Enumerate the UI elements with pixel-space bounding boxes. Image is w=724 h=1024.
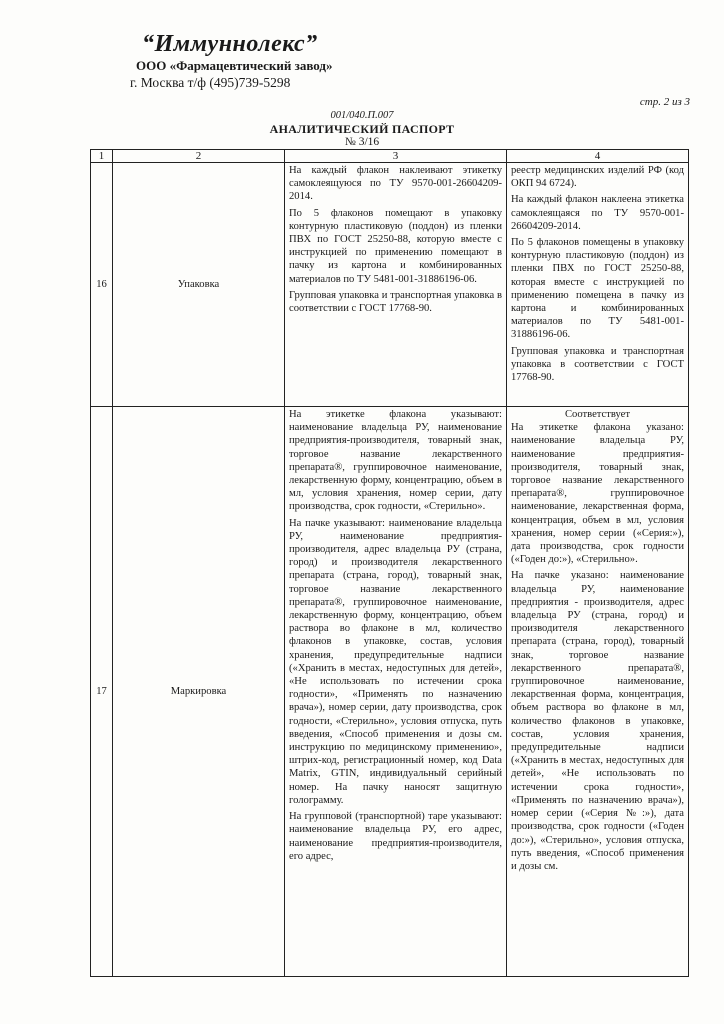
requirement-paragraph: По 5 флаконов помещают в упаковку контурную пластиковую (поддон) из пленки ПВХ по ГОСТ 25250-88, которую вместе с инструкцией по применению помещают в пачку из картона и комбинированных материалов по ТУ 5481-001-31886196-06. xyxy=(289,207,502,285)
requirement-paragraph: На каждый флакон наклеивают этикетку самоклеящуюся по ТУ 9570-001-26604209-2014. xyxy=(289,165,502,203)
company-name: ООО «Фармацевтический завод» xyxy=(136,58,333,73)
result-status: Соответствует xyxy=(564,409,630,420)
requirement-paragraph: На пачке указывают: наименование владельца РУ, наименование предприятия-производителя, адрес владельца РУ (страна, город) и производителя лекарственного препарата (страна, город), товарный знак, торговое название лекарственного препарата®, группировочное наименование, лекарственную форму, концентрацию, объем раствора во флаконе в мл, количество флаконов в упаковке, состав, условия хранения, предупредительные надписи («Хранить в местах, недоступных для детей», «Не использовать по истечении срока годности», «Применять по назначению врача»), номер серии, дату производства, срок годности, «Стерильно», условия отпуска, путь введения, «Способ применения и дозы см. инструкцию по медицинскому применению», штрих-код, регистрационный номер, код Data Matrix, GTIN, индивидуальный серийный номер. На пачку наносят защитную голограмму. xyxy=(289,517,502,806)
row-requirement-cell xyxy=(285,407,507,977)
requirement-paragraph: Групповая упаковка и транспортная упаковка в соответствии с ГОСТ 17768-90. xyxy=(289,289,502,315)
company-contacts: г. Москва т/ф (495)739-5298 xyxy=(130,75,291,90)
column-header: 4 xyxy=(507,150,689,163)
company-logo: “Иммуннолекс” xyxy=(142,31,318,57)
column-header: 1 xyxy=(91,150,113,163)
document-code: 001/040.П.007 xyxy=(330,110,394,121)
result-paragraph: На каждый флакон наклеена этикетка самоклеящаяся по ТУ 9570-001-26604209-2014. xyxy=(511,194,684,232)
requirement-paragraph: На групповой (транспортной) таре указывают: наименование владельца РУ, его адрес, наименование предприятия-производителя, его адрес, xyxy=(289,811,502,862)
result-paragraph: На пачке указано: наименование владельца РУ, наименование предприятия - производителя, адрес владельца РУ (страна, город) и производителя лекарственного препарата (страна, город), товарный знак, торговое название лекарственного препарата®, группировочное наименование, лекарственная форма, концентрация, объем раствора во флаконе в мл, количество флаконов в упаковке, состав, условия хранения, предупредительные надписи («Хранить в местах, недоступных для детей», «Не использовать по истечении срока годности», «Применять по назначению врача»), номер серии («Серия №:»), дата производства, срок годности («Годен до:»), «Стерильно», условия отпуска, путь введения, «Способ применения и дозы см. xyxy=(511,570,684,872)
result-paragraph: По 5 флаконов помещены в упаковку контурную пластиковую (поддон) из пленки ПВХ по ГОСТ 25250-88, которая вместе с инструкцией по применению помещена в пачку из картона и комбинированных материалов по ТУ 5481-001-31886196-06. xyxy=(511,237,684,341)
result-paragraph: На этикетке флакона указано: наименование владельца РУ, наименование предприятия-производителя, товарный знак, торговое название лекарственного препарата®, группировочное наименование, лекарственная форма, концентрация, объем в мл, условия хранения, номер серии («Серия:»), дата производства, срок годности («Годен до:»), «Стерильно». xyxy=(511,422,684,566)
result-paragraph: Групповая упаковка и транспортная упаковка в соответствии с ГОСТ 17768-90. xyxy=(511,345,684,384)
column-header: 2 xyxy=(113,150,285,163)
row-result-cell xyxy=(507,407,689,977)
document-number: № 3/16 xyxy=(344,136,380,148)
document-title: АНАЛИТИЧЕСКИЙ ПАСПОРТ xyxy=(269,122,455,136)
row-indicator-name: Маркировка xyxy=(113,407,285,977)
requirement-paragraph: На этикетке флакона указывают: наименование владельца РУ, наименование предприятия-производителя, товарный знак, торговое название лекарственного препарата®, группировочное наименование, лекарственную форму, концентрацию, объем в мл, условия хранения, номер серии, дату производства, срок годности, «Стерильно». xyxy=(289,409,502,513)
table-header-row xyxy=(91,150,689,163)
row-number: 16 xyxy=(91,163,113,407)
result-paragraph: реестр медицинских изделий РФ (код ОКП 94 6724). xyxy=(511,165,684,190)
table-row xyxy=(91,163,689,407)
letterhead xyxy=(130,30,333,91)
row-requirement-cell xyxy=(285,163,507,407)
row-number: 17 xyxy=(91,407,113,977)
table-row xyxy=(91,407,689,977)
page-number: стр. 2 из 3 xyxy=(639,96,690,108)
column-header: 3 xyxy=(285,150,507,163)
passport-table xyxy=(90,149,689,977)
row-result-cell xyxy=(507,163,689,407)
row-indicator-name: Упаковка xyxy=(113,163,285,407)
